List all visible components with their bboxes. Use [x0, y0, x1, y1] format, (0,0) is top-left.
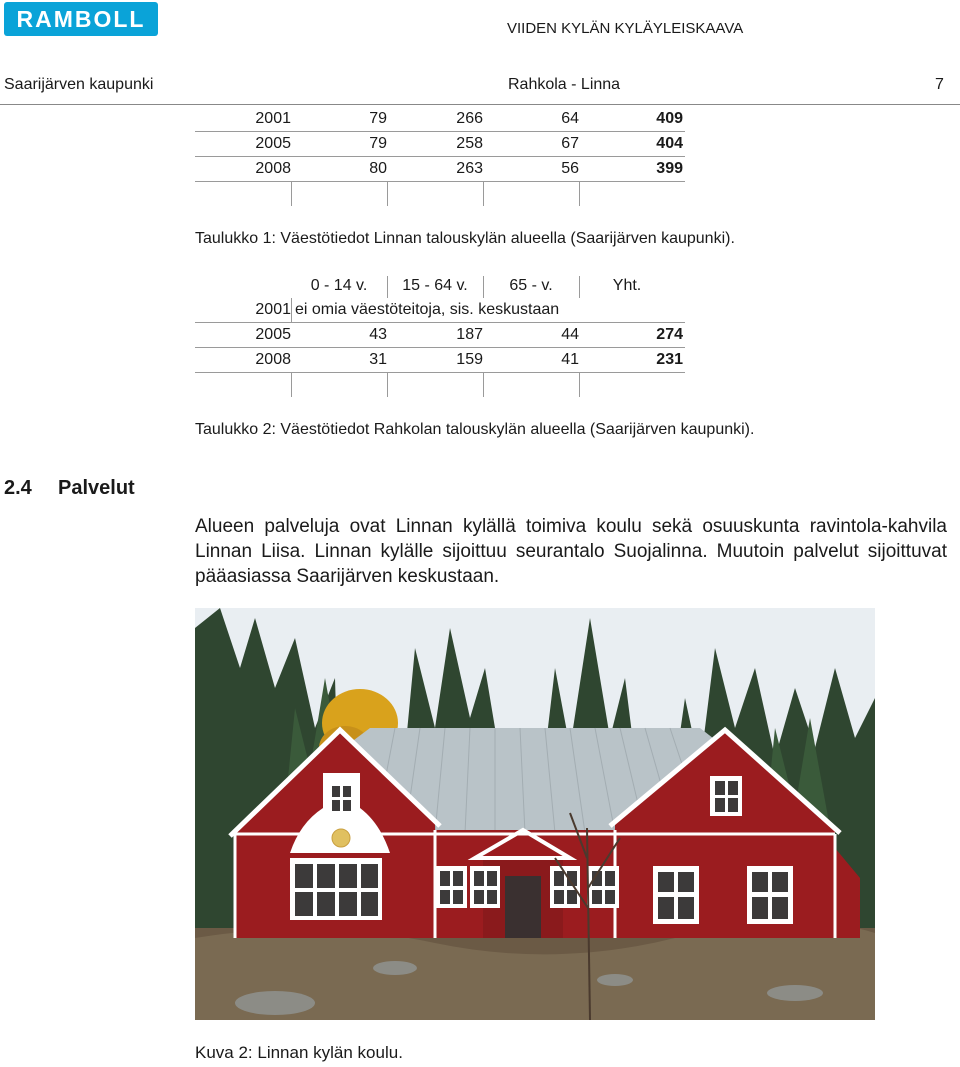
school-building-photo — [195, 608, 875, 1020]
age-15-64-cell: 187 — [456, 326, 483, 343]
age-15-64-cell: 258 — [456, 135, 483, 152]
table-row — [195, 298, 685, 323]
ramboll-logo: RAMBOLL — [4, 2, 158, 36]
table-row — [195, 157, 685, 182]
table2-caption: Taulukko 2: Väestötiedot Rahkolan talouskylän alueella (Saarijärven kaupunki). — [195, 421, 755, 438]
year-cell: 2001 — [255, 110, 291, 127]
no-data-note: ei omia väestöteitoja, sis. keskustaan — [295, 301, 560, 318]
total-cell: 409 — [656, 110, 683, 127]
page-number: 7 — [935, 76, 944, 93]
age-15-64-cell: 159 — [456, 351, 483, 368]
header-municipality: Saarijärven kaupunki — [4, 76, 154, 93]
year-cell: 2005 — [255, 135, 291, 152]
section-title: Palvelut — [58, 477, 135, 499]
age-65-cell: 67 — [561, 135, 579, 152]
total-cell: 274 — [656, 326, 683, 343]
table-row — [195, 323, 685, 348]
table1-caption: Taulukko 1: Väestötiedot Linnan talouskylän alueella (Saarijärven kaupunki). — [195, 230, 735, 247]
column-header-15-64: 15 - 64 v. — [402, 277, 468, 294]
section-number: 2.4 — [4, 477, 32, 499]
population-table-rahkola — [195, 274, 685, 397]
section-body: Alueen palveluja ovat Linnan kylällä toimiva koulu sekä osuuskunta ravintola-kahvila Linnan Liisa. Linnan kylälle sijoittuu seurantalo Suojalinna. Muutoin palvelut sijoittuvat pääasiassa Saarijärven keskustaan. — [195, 516, 947, 587]
figure-caption: Kuva 2: Linnan kylän koulu. — [195, 1043, 403, 1062]
year-cell: 2008 — [255, 160, 291, 177]
document-title: VIIDEN KYLÄN KYLÄYLEISKAAVA — [507, 20, 744, 37]
age-15-64-cell: 263 — [456, 160, 483, 177]
table-row — [195, 107, 685, 132]
table-empty-row — [195, 182, 685, 206]
column-header-total: Yht. — [612, 277, 642, 294]
column-header-0-14: 0 - 14 v. — [310, 277, 368, 294]
table-row — [195, 132, 685, 157]
total-cell: 404 — [656, 135, 683, 152]
age-65-cell: 41 — [561, 351, 579, 368]
age-65-cell: 64 — [561, 110, 579, 127]
age-65-cell: 44 — [561, 326, 579, 343]
year-cell: 2005 — [255, 326, 291, 343]
table-row — [195, 348, 685, 373]
total-cell: 399 — [656, 160, 683, 177]
age-65-cell: 56 — [561, 160, 579, 177]
age-0-14-cell: 79 — [369, 110, 387, 127]
year-cell: 2001 — [255, 301, 291, 318]
column-header-65: 65 - v. — [509, 277, 553, 294]
total-cell: 231 — [656, 351, 683, 368]
age-0-14-cell: 79 — [369, 135, 387, 152]
table-header-row — [195, 274, 685, 298]
year-cell: 2008 — [255, 351, 291, 368]
header-area: Rahkola - Linna — [508, 76, 621, 93]
school-building-illustration — [195, 608, 875, 1020]
age-15-64-cell: 266 — [456, 110, 483, 127]
population-table-linna — [195, 107, 685, 206]
age-0-14-cell: 43 — [369, 326, 387, 343]
age-0-14-cell: 80 — [369, 160, 387, 177]
header-divider — [0, 104, 960, 105]
age-0-14-cell: 31 — [369, 351, 387, 368]
table-empty-row — [195, 373, 685, 397]
